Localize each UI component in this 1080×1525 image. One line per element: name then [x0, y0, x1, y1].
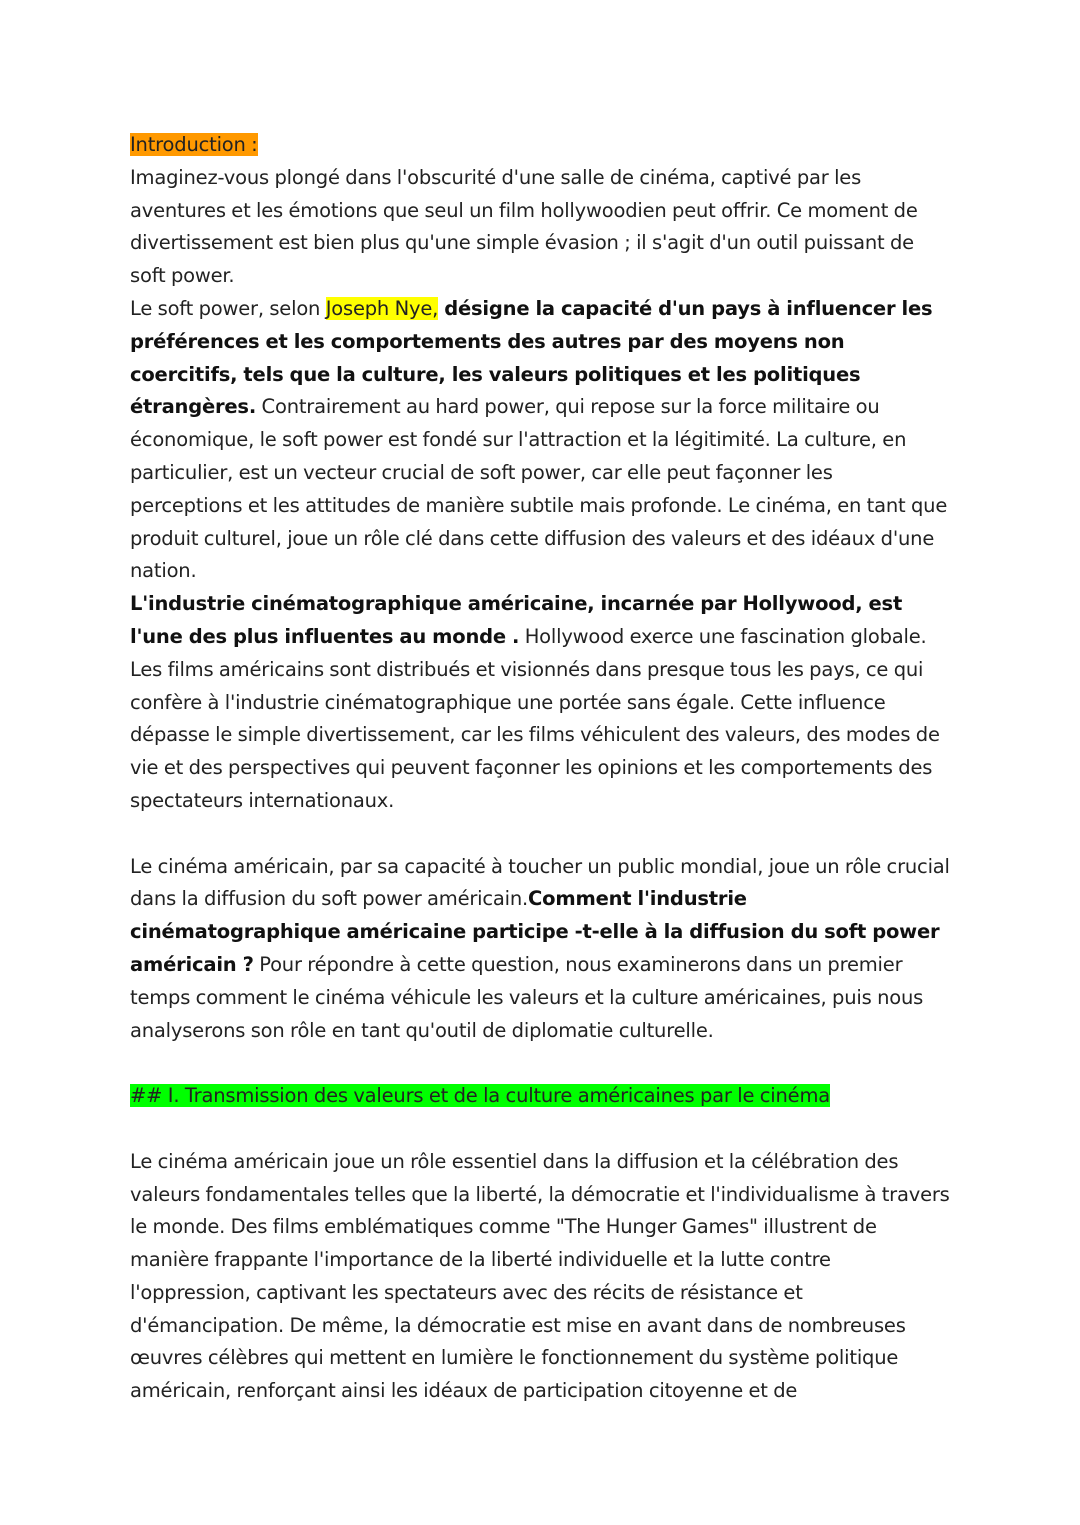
- intro-heading-line: [130, 129, 950, 162]
- intro-paragraph-2: [130, 293, 950, 588]
- soft-power-definition: désigne la capacité d'un pays à influencer les préférences et les comportements des autres par des moyens non coercitifs, tels que la culture, les valeurs politiques et les politiques étrangères.: [130, 296, 933, 419]
- document-body: [130, 129, 950, 1408]
- problematic-paragraph: [130, 851, 950, 1048]
- p3-rest: Hollywood exerce une fascination globale. Les films américains sont distribués et visionnés dans presque tous les pays, ce qui confère à l'industrie cinématographique une portée sans égale. Cette influence dépasse le simple divertissement, car les films véhiculent des valeurs, des modes de vie et des perspectives qui peuvent façonner les opinions et les comportements des spectateurs internationaux.: [130, 624, 940, 812]
- p4-rest: Pour répondre à cette question, nous examinerons dans un premier temps comment le cinéma véhicule les valeurs et la culture américaines, puis nous analyserons son rôle en tant qu'outil de diplomatie culturelle.: [130, 952, 924, 1042]
- spacer: [130, 1047, 950, 1080]
- intro-heading: Introduction :: [130, 133, 258, 156]
- p2-lead: Le soft power, selon: [130, 296, 326, 320]
- section-1-heading: ## I. Transmission des valeurs et de la culture américaines par le cinéma: [130, 1084, 831, 1108]
- hollywood-statement: L'industrie cinématographique américaine, incarnée par Hollywood, est l'une des plus influentes au monde .: [130, 592, 903, 648]
- intro-paragraph-1: Imaginez-vous plongé dans l'obscurité d'une salle de cinéma, captivé par les aventures et les émotions que seul un film hollywoodien peut offrir. Ce moment de divertissement est bien plus qu'une simple évasion ; il s'agit d'un outil puissant de soft power.: [130, 165, 918, 288]
- section-1-paragraph: Le cinéma américain joue un rôle essentiel dans la diffusion et la célébration des valeurs fondamentales telles que la liberté, la démocratie et l'individualisme à travers le monde. Des films emblématiques comme "The Hunger Games" illustrent de manière frappante l'importance de la liberté individuelle et la lutte contre l'oppression, captivant les spectateurs avec des récits de résistance et d'émancipation. De même, la démocratie est mise en avant dans de nombreuses œuvres célèbres qui mettent en lumière le fonctionnement du système politique américain, renforçant ainsi les idéaux de participation citoyenne et de: [130, 1149, 950, 1403]
- author-name: Joseph Nye,: [325, 296, 439, 320]
- spacer: [130, 1113, 950, 1146]
- p2-rest: Contrairement au hard power, qui repose sur la force militaire ou économique, le soft power est fondé sur l'attraction et la légitimité. La culture, en particulier, est un vecteur crucial de soft power, car elle peut façonner les perceptions et les attitudes de manière subtile mais profonde. Le cinéma, en tant que produit culturel, joue un rôle clé dans cette diffusion des valeurs et des idéaux d'une nation.: [130, 395, 948, 583]
- problematic-question: Comment l'industrie cinématographique américaine participe -t-elle à la diffusion du soft power américain ?: [130, 887, 940, 976]
- spacer: [130, 818, 950, 851]
- p4-lead: Le cinéma américain, par sa capacité à toucher un public mondial, joue un rôle crucial dans la diffusion du soft power américain.: [130, 854, 950, 911]
- intro-paragraph-3: [130, 588, 950, 818]
- section-1-heading-line: [130, 1080, 950, 1113]
